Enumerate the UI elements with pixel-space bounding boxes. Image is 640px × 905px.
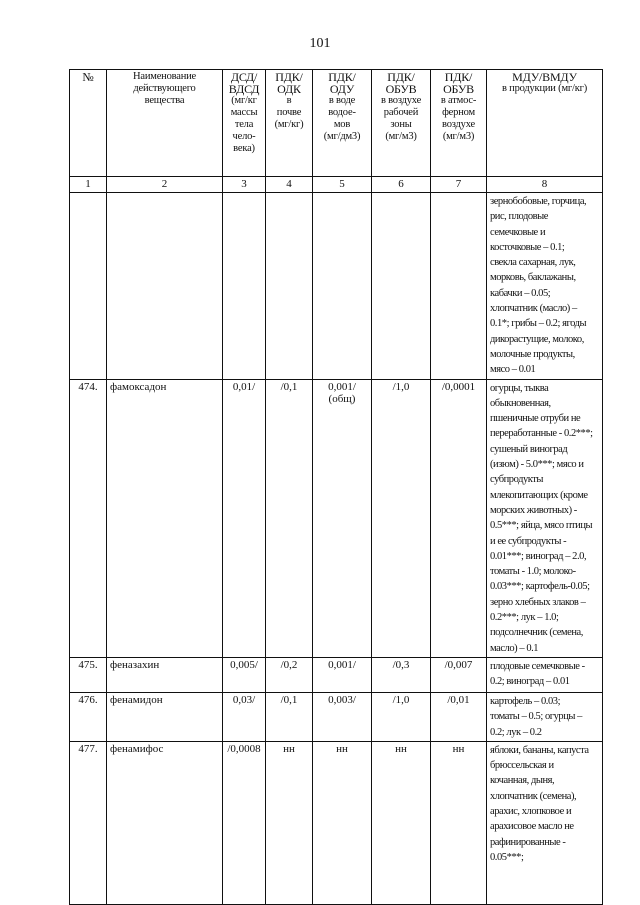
table-row [70, 657, 603, 692]
substance-name: феназахин [107, 657, 223, 692]
substance-name [107, 193, 223, 380]
mdu-text: картофель – 0.03; томаты – 0.5; огурцы – 0.2; лук – 0.2 [487, 692, 603, 741]
header-pdk-soil: ПДК/ ОДК в почве (мг/кг) [266, 70, 313, 177]
pdk-water-value: нн [313, 741, 372, 904]
pdk-work-air-value: /1,0 [372, 379, 431, 657]
table-row [70, 741, 603, 904]
header-mdu: МДУ/ВМДУ в продукции (мг/кг) [487, 70, 603, 177]
pdk-soil-value [266, 193, 313, 380]
substance-name: фенамифос [107, 741, 223, 904]
page-number: 101 [309, 36, 331, 51]
table-row [70, 379, 603, 657]
pdk-work-air-value [372, 193, 431, 380]
pdk-work-air-value: /1,0 [372, 692, 431, 741]
column-number: 2 [107, 177, 223, 193]
dsd-value: /0,0008 [223, 741, 266, 904]
row-number: 474. [70, 379, 107, 657]
mdu-text: яблоки, бананы, капуста брюссельская и кочанная, дыня, хлопчатник (семена), арахис, хлопковое и арахисовое масло не рафинированные - 0.05***; [487, 741, 603, 904]
mdu-text: зернобобовые, горчица, рис, плодовые семечковые и косточковые – 0.1; свекла сахарная, лук, морковь, баклажаны, кабачки – 0.05; хлопчатник (масло) – 0.1*; грибы – 0.2; ягоды дикорастущие, молоко, молочные продукты, мясо – 0.01 [487, 193, 603, 380]
header-pdk-water: ПДК/ ОДУ в воде водое- мов (мг/дм3) [313, 70, 372, 177]
dsd-value: 0,01/ [223, 379, 266, 657]
header-substance-name: Наименование действующего вещества [107, 70, 223, 177]
pdk-soil-value: нн [266, 741, 313, 904]
pdk-soil-value: /0,1 [266, 379, 313, 657]
header-number: № [70, 70, 107, 177]
column-number: 5 [313, 177, 372, 193]
substance-name: фамоксадон [107, 379, 223, 657]
column-number: 8 [487, 177, 603, 193]
header-pdk-atm-air: ПДК/ ОБУВ в атмос- ферном воздухе (мг/м3) [431, 70, 487, 177]
dsd-value [223, 193, 266, 380]
row-number: 477. [70, 741, 107, 904]
substance-name: фенамидон [107, 692, 223, 741]
dsd-value: 0,005/ [223, 657, 266, 692]
row-number: 476. [70, 692, 107, 741]
pdk-atm-air-value [431, 193, 487, 380]
pdk-water-value [313, 193, 372, 380]
table-row [70, 692, 603, 741]
row-number [70, 193, 107, 380]
column-number: 6 [372, 177, 431, 193]
column-number-row [70, 177, 603, 193]
dsd-value: 0,03/ [223, 692, 266, 741]
header-row [70, 70, 603, 177]
header-dsd: ДСД/ ВДСД (мг/кг массы тела чело- века) [223, 70, 266, 177]
pdk-work-air-value: нн [372, 741, 431, 904]
mdu-text: огурцы, тыква обыкновенная, пшеничные отруби не переработанные - 0.2***; сушеный виноград (изюм) - 5.0***; мясо и субпродукты млекопитающих (кроме морских животных) - 0.5***; яйца, мясо птицы и ее субпродукты - 0.01***; виноград – 2.0, томаты - 1.0; молоко- 0.03***; картофель-0.05; зерно хлебных злаков – 0.2***; лук – 1.0; подсолнечник (семена, масло) – 0.1 [487, 379, 603, 657]
pdk-soil-value: /0,1 [266, 692, 313, 741]
pdk-atm-air-value: /0,0001 [431, 379, 487, 657]
column-number: 4 [266, 177, 313, 193]
column-number: 1 [70, 177, 107, 193]
column-number: 3 [223, 177, 266, 193]
pdk-water-value: 0,001/ (общ) [313, 379, 372, 657]
pdk-soil-value: /0,2 [266, 657, 313, 692]
pdk-atm-air-value: /0,01 [431, 692, 487, 741]
row-number: 475. [70, 657, 107, 692]
header-pdk-work-air: ПДК/ ОБУВ в воздухе рабочей зоны (мг/м3) [372, 70, 431, 177]
mdu-text: плодовые семечковые - 0.2; виноград – 0.01 [487, 657, 603, 692]
pdk-atm-air-value: /0,007 [431, 657, 487, 692]
pdk-work-air-value: /0,3 [372, 657, 431, 692]
pesticide-standards-table [69, 69, 603, 905]
pdk-atm-air-value: нн [431, 741, 487, 904]
pdk-water-value: 0,001/ [313, 657, 372, 692]
table-row [70, 193, 603, 380]
pdk-water-value: 0,003/ [313, 692, 372, 741]
column-number: 7 [431, 177, 487, 193]
